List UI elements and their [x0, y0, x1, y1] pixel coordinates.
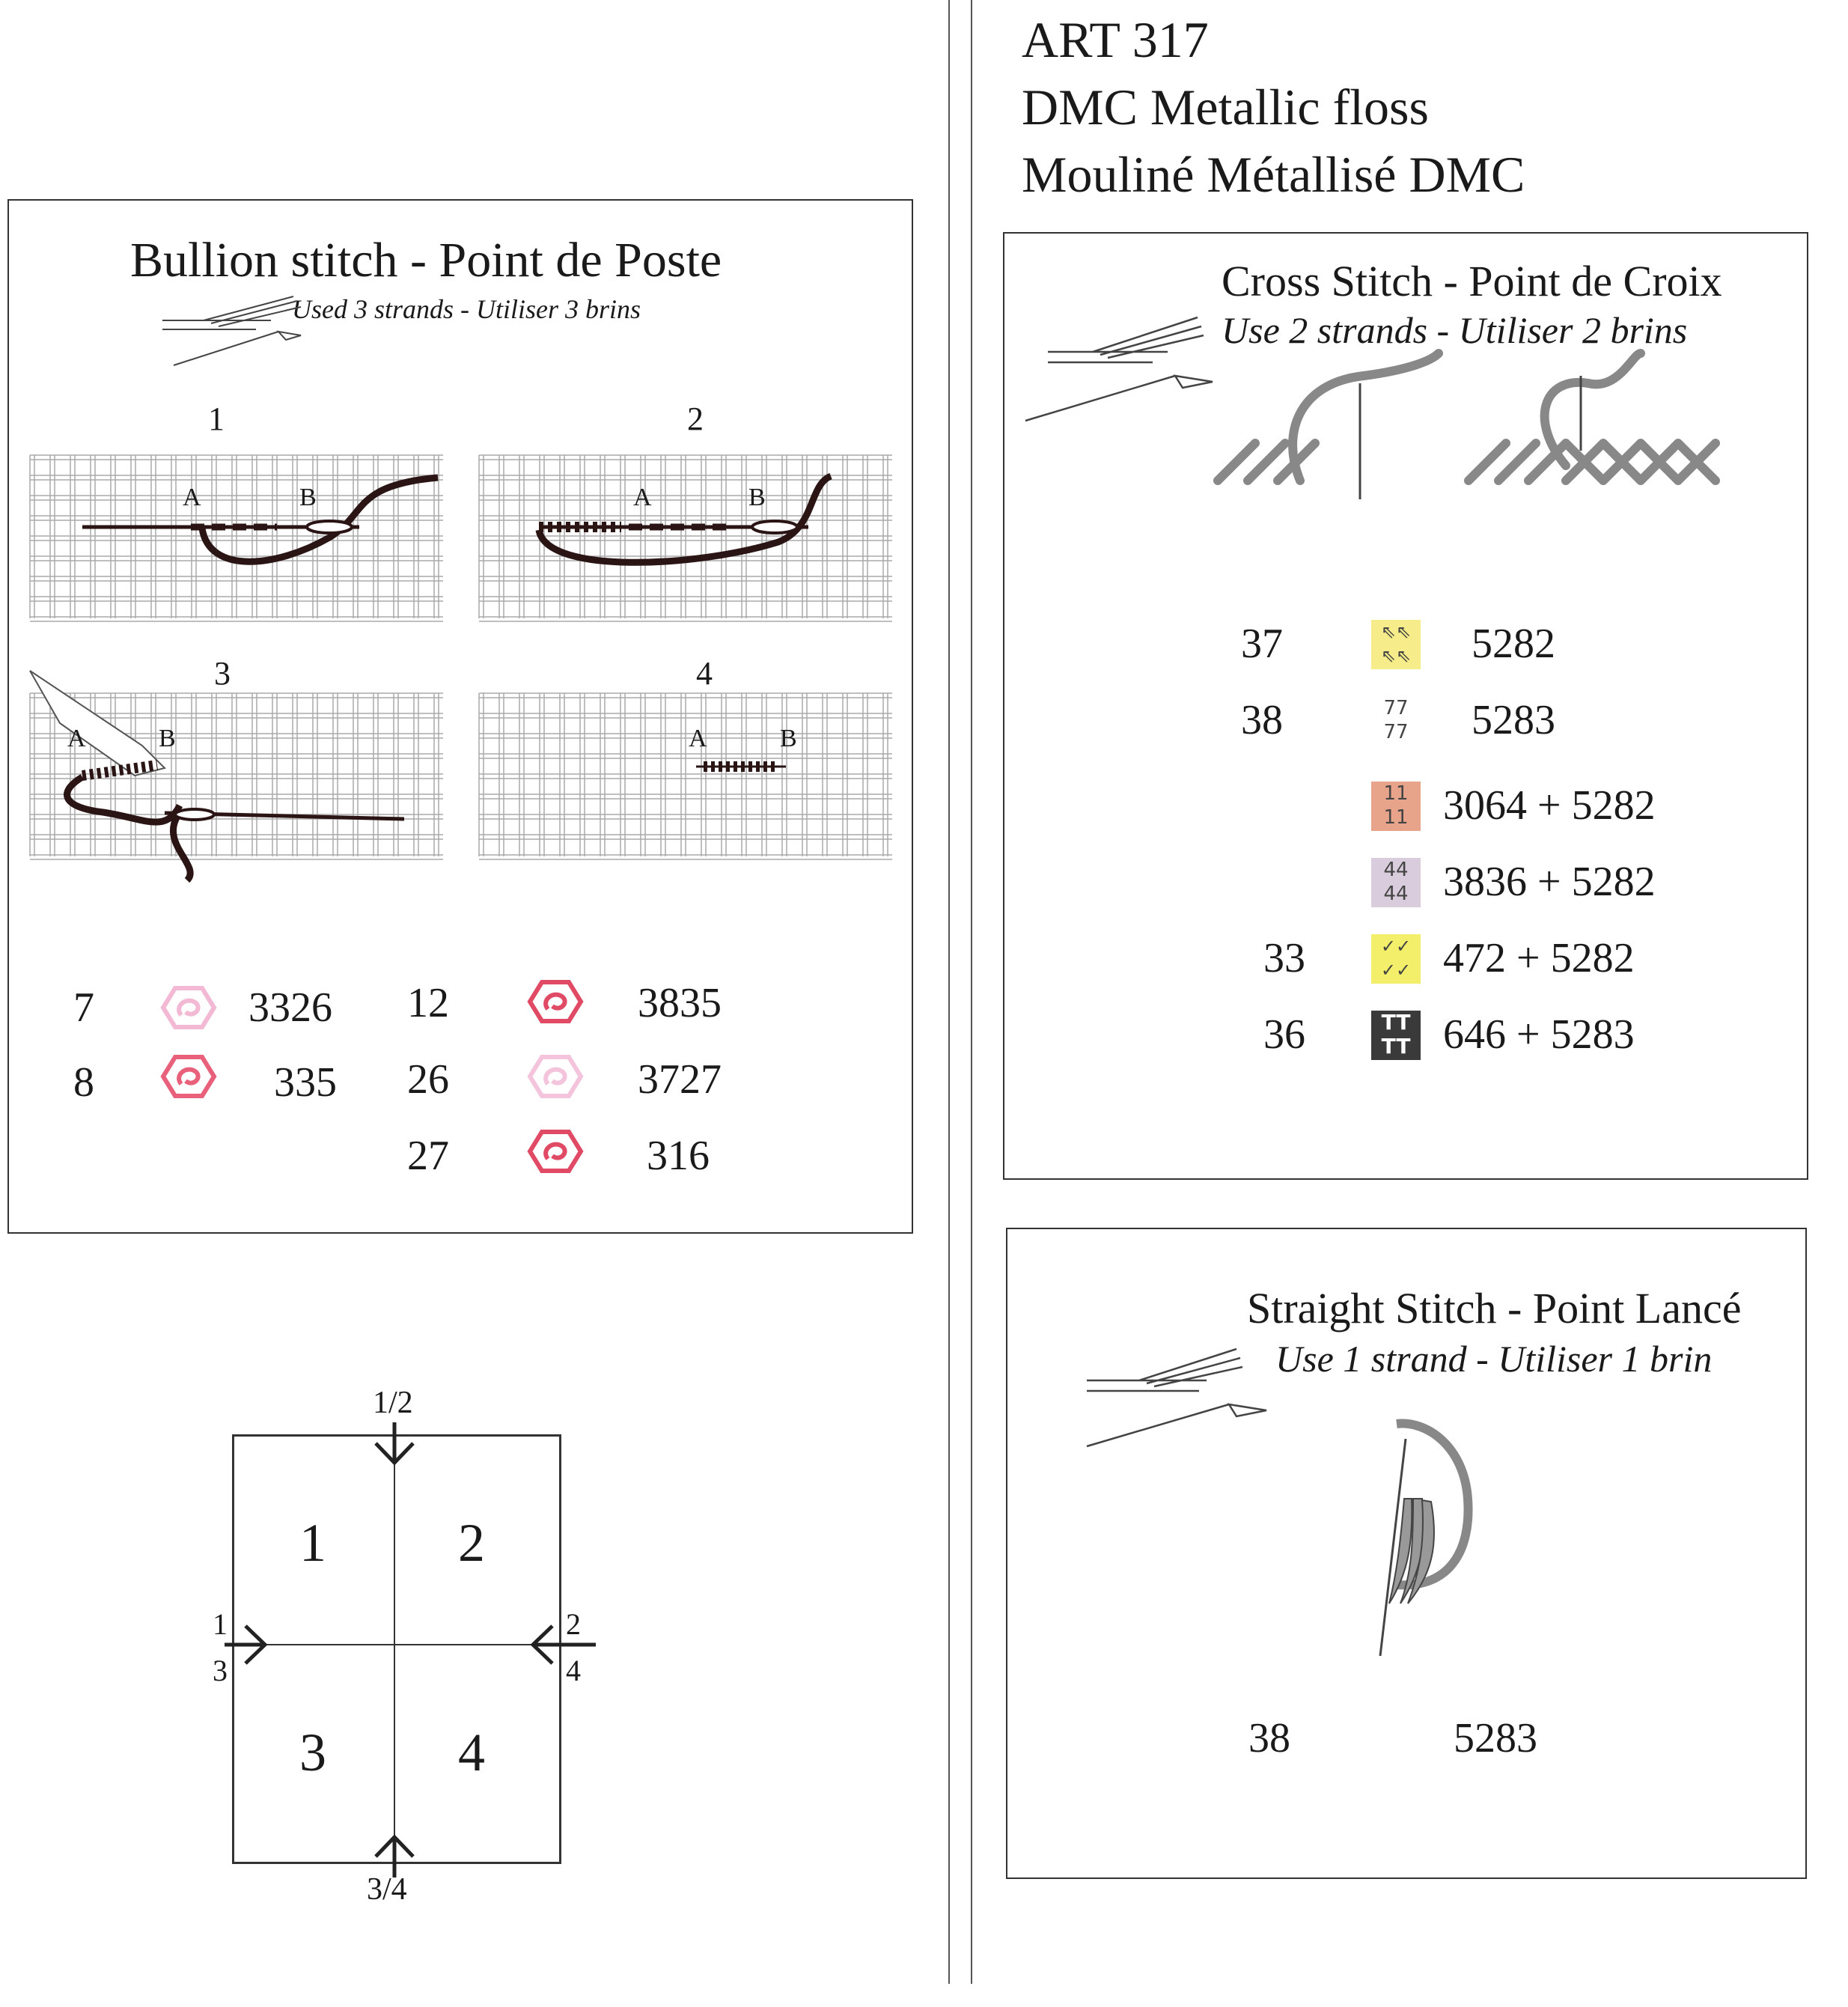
layout-left-bottom-label: 3 [213, 1654, 228, 1687]
arrow-up-icon [371, 1833, 418, 1877]
straight-title: Straight Stitch - Point Lancé [1247, 1284, 1742, 1333]
layout-right-top-label: 2 [566, 1607, 581, 1641]
cross-symbol-36: 36 [1263, 1011, 1305, 1058]
rose-swatch-3835 [525, 979, 584, 1024]
straight-stitch-panel [1006, 1228, 1807, 1879]
quadrant-4: 4 [458, 1723, 485, 1782]
swatch-646-5283: TT TT [1371, 1011, 1421, 1060]
cross-code-5283: 5283 [1472, 697, 1555, 743]
quadrant-2: 2 [458, 1513, 485, 1573]
bullion-code-3727: 3727 [638, 1056, 722, 1103]
bullion-symbol-26: 26 [407, 1056, 449, 1103]
cross-symbol-38: 38 [1241, 697, 1283, 743]
arrow-left-icon [528, 1621, 596, 1668]
needle-thread-icon [1025, 308, 1213, 428]
bullion-code-335: 335 [274, 1059, 337, 1106]
layout-horizontal-line [232, 1644, 561, 1645]
quadrant-3: 3 [299, 1723, 326, 1782]
step-label-3: 3 [214, 655, 231, 692]
swatch-472-5282: ✓✓ ✓✓ [1371, 934, 1421, 984]
header-subtitle-en: DMC Metallic floss [1022, 79, 1429, 135]
column-divider-left [948, 0, 950, 1984]
layout-right-bottom-label: 4 [566, 1654, 581, 1687]
point-b-step4: B [780, 725, 797, 752]
point-a-step3: A [67, 725, 86, 752]
layout-left-top-label: 1 [213, 1607, 228, 1641]
arrow-right-icon [225, 1621, 269, 1668]
cross-stitch-panel [1003, 232, 1808, 1180]
point-b-step1: B [299, 484, 317, 511]
bullion-title: Bullion stitch - Point de Poste [130, 233, 722, 287]
cross-code-5282: 5282 [1472, 621, 1555, 667]
arrow-down-icon [371, 1422, 418, 1467]
layout-diagram [232, 1434, 561, 1864]
swatch-3064-5282: 11 11 [1371, 782, 1421, 831]
step-label-1: 1 [208, 401, 225, 437]
bullion-symbol-8: 8 [73, 1059, 94, 1106]
bullion-strands: Used 3 strands - Utiliser 3 brins [292, 294, 641, 324]
layout-vertical-line [394, 1434, 395, 1864]
point-a-step2: A [633, 484, 652, 511]
cross-strands: Use 2 strands - Utiliser 2 brins [1222, 309, 1688, 351]
cross-symbol-33: 33 [1263, 935, 1305, 981]
bullion-stitch-panel [7, 199, 913, 1234]
bullion-code-3835: 3835 [638, 980, 722, 1026]
rose-swatch-3727 [525, 1054, 584, 1099]
step-label-4: 4 [696, 655, 713, 692]
bullion-symbol-12: 12 [407, 980, 449, 1026]
straight-symbol-38: 38 [1248, 1715, 1290, 1761]
column-divider-right [971, 0, 972, 1984]
point-a-step1: A [183, 484, 201, 511]
straight-code-5283: 5283 [1454, 1715, 1537, 1761]
bullion-code-3326: 3326 [248, 984, 332, 1031]
header-title: ART 317 [1022, 11, 1209, 68]
point-b-step2: B [748, 484, 766, 511]
cross-stitch-illustration [1214, 361, 1783, 511]
cross-code-646-5283: 646 + 5283 [1443, 1011, 1635, 1058]
step3-thread-drawing [30, 693, 443, 856]
needle-thread-icon [1087, 1341, 1274, 1461]
cross-title: Cross Stitch - Point de Croix [1222, 257, 1722, 305]
bullion-code-316: 316 [647, 1133, 710, 1179]
layout-bottom-label: 3/4 [367, 1872, 407, 1907]
quadrant-1: 1 [299, 1513, 326, 1573]
point-a-step4: A [689, 725, 707, 752]
swatch-3836-5282: 44 44 [1371, 858, 1421, 907]
rose-swatch-335 [159, 1054, 217, 1099]
header-subtitle-fr: Mouliné Métallisé DMC [1022, 146, 1525, 203]
needle-thread-icon [159, 290, 316, 373]
cross-code-3836-5282: 3836 + 5282 [1443, 859, 1656, 905]
cross-code-3064-5282: 3064 + 5282 [1443, 782, 1656, 829]
rose-swatch-316 [525, 1129, 584, 1174]
step4-thread-drawing [479, 693, 892, 856]
layout-top-label: 1/2 [373, 1386, 413, 1420]
straight-strands: Use 1 strand - Utiliser 1 brin [1275, 1338, 1713, 1380]
swatch-5282: ⇖⇖ ⇖⇖ [1371, 620, 1421, 669]
step1-thread-drawing [30, 455, 443, 618]
bullion-symbol-27: 27 [407, 1133, 449, 1179]
bullion-symbol-7: 7 [73, 984, 94, 1031]
swatch-5283: 77 77 [1371, 696, 1421, 746]
straight-stitch-illustration [1367, 1416, 1531, 1671]
rose-swatch-3326 [159, 985, 217, 1030]
cross-symbol-37: 37 [1241, 621, 1283, 667]
cross-code-472-5282: 472 + 5282 [1443, 935, 1635, 981]
step-label-2: 2 [687, 401, 704, 437]
step2-thread-drawing [479, 455, 892, 618]
point-b-step3: B [159, 725, 176, 752]
